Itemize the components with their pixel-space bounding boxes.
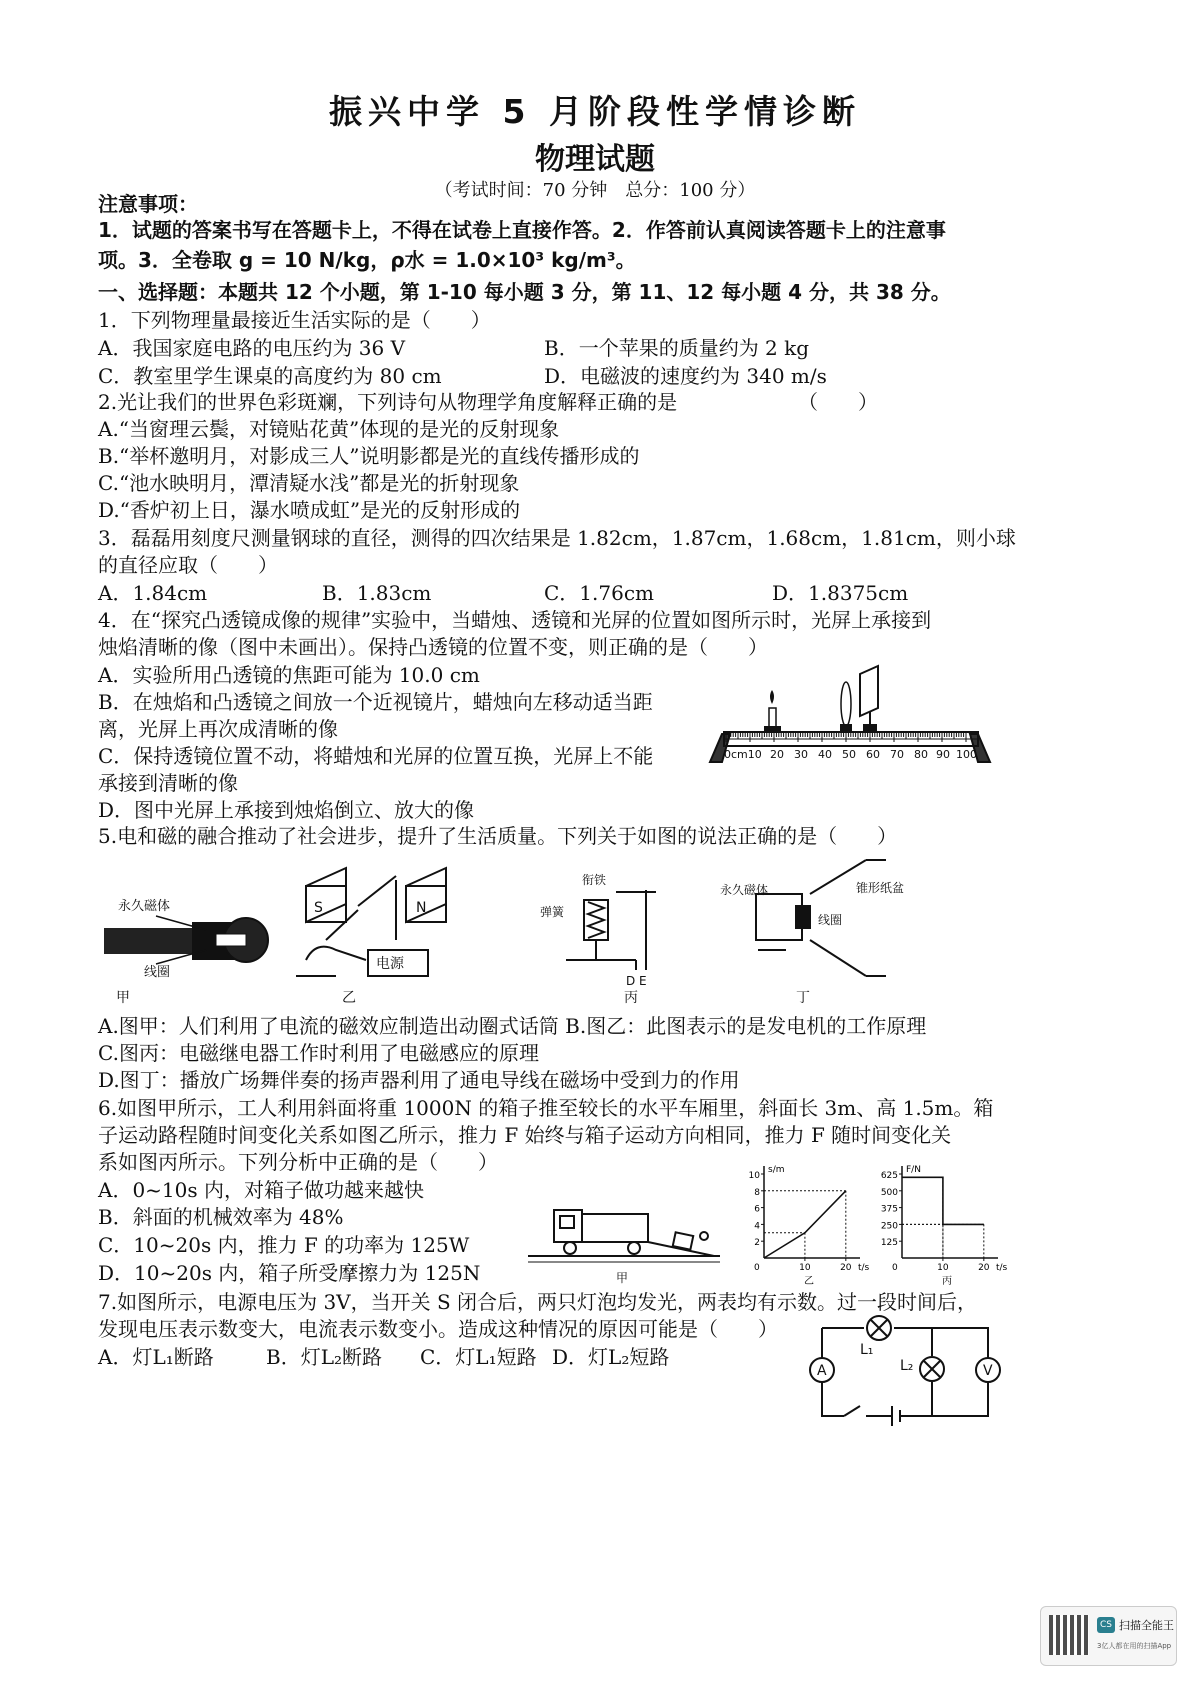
y-tick-label: 250: [880, 1221, 898, 1232]
q1-option-b: B．一个苹果的质量约为 2 kg: [544, 336, 810, 360]
ruler-label-30: 30: [794, 748, 808, 761]
q7-option-c: C．灯L₁短路: [420, 1345, 537, 1369]
y-tick-label: 375: [880, 1204, 898, 1215]
exam-title: 振兴中学 5 月阶段性学情诊断: [329, 92, 861, 131]
q5-option-ab: A.图甲：人们利用了电流的磁效应制造出动圈式话筒 B.图乙：此图表示的是发电机的工作原理: [98, 1014, 927, 1038]
label-N: N: [416, 900, 427, 916]
q7-line-1: 7.如图所示，电源电压为 3V，当开关 S 闭合后，两只灯泡均发光，两表均有示数。过一段时间后，: [98, 1290, 978, 1314]
q4-option-a: A．实验所用凸透镜的焦距可能为 10.0 cm: [98, 663, 480, 687]
q1-stem: 1．下列物理量最接近生活实际的是（ ）: [98, 308, 491, 332]
q2-option-b: B.“举杯邀明月，对影成三人”说明影都是光的直线传播形成的: [98, 444, 640, 468]
y-axis-label: F/N: [906, 1165, 921, 1175]
chart-caption: 丙: [942, 1276, 952, 1287]
label-armature: 衔铁: [582, 873, 607, 887]
label-DE: D E: [626, 974, 647, 988]
optical-bench-figure: [700, 660, 1000, 772]
y-tick-label: 8: [754, 1187, 760, 1198]
ruler-label-40: 40: [818, 748, 832, 761]
ruler-label-0: 0cm10: [724, 748, 762, 761]
y-tick-label: 10: [748, 1171, 760, 1181]
label-fig-jia: 甲: [616, 1271, 629, 1285]
q3-line-1: 3．磊磊用刻度尺测量钢球的直径，测得的四次结果是 1.82cm，1.87cm，1.68cm，1.81cm，则小球: [98, 526, 1016, 550]
cs-logo-icon: CS: [1097, 1617, 1115, 1633]
ruler-label-70: 70: [890, 748, 904, 761]
ruler-label-80: 80: [914, 748, 928, 761]
q3-option-b: B．1.83cm: [322, 581, 432, 605]
generator-figure: [296, 868, 446, 976]
x-tick-label: 20: [840, 1263, 852, 1273]
force-time-chart: [872, 1158, 1012, 1288]
q5-option-d: D.图丁：播放广场舞伴奏的扬声器利用了通电导线在磁场中受到力的作用: [98, 1068, 740, 1092]
series-line: [764, 1191, 846, 1258]
label-jia: 甲: [116, 990, 130, 1006]
qr-code-icon: [1049, 1615, 1089, 1655]
q4-option-b-1: B．在烛焰和凸透镜之间放一个近视镜片，蜡烛向左移动适当距: [98, 690, 653, 714]
q2-option-c: C.“池水映明月，潭清疑水浅”都是光的折射现象: [98, 471, 520, 495]
candle-icon: [764, 690, 781, 732]
origin-label: 0: [892, 1263, 898, 1273]
y-tick-label: 6: [754, 1204, 760, 1215]
q5-option-c: C.图丙：电磁继电器工作时利用了电磁感应的原理: [98, 1041, 539, 1065]
label-cone: 锥形纸盆: [856, 881, 905, 895]
relay-figure: [566, 890, 656, 970]
ruler-label-90: 90: [936, 748, 950, 761]
q6-line-2: 子运动路程随时间变化关系如图乙所示，推力 F 始终与箱子运动方向相同，推力 F 随时间变化关: [98, 1123, 952, 1147]
scanner-watermark: [1040, 1606, 1177, 1666]
label-bing: 丙: [624, 990, 638, 1006]
ruler-label-20: 20: [770, 748, 784, 761]
ruler-label-60: 60: [866, 748, 880, 761]
notice-line-1: 1．试题的答案书写在答题卡上，不得在试卷上直接作答。2．作答前认真阅读答题卡上的注意事: [98, 218, 946, 242]
label-power: 电源: [376, 956, 404, 972]
series-line: [902, 1177, 984, 1224]
q6-option-a: A．0~10s 内，对箱子做功越来越快: [98, 1178, 424, 1202]
screen-icon: [860, 666, 878, 732]
q2-stem: 2.光让我们的世界色彩斑斓，下列诗句从物理学角度解释正确的是: [98, 390, 678, 414]
x-tick-label: 10: [937, 1263, 949, 1273]
notice-line-2: 项。3．全卷取 g = 10 N/kg，ρ水 = 1.0×10³ kg/m³。: [98, 248, 636, 272]
q1-option-d: D．电磁波的速度约为 340 m/s: [544, 364, 827, 388]
y-tick-label: 2: [754, 1238, 760, 1249]
q3-line-2: 的直径应取（ ）: [98, 553, 278, 577]
section-heading: 一、选择题：本题共 12 个小题，第 1-10 每小题 3 分，第 11、12 每小题 4 分，共 38 分。: [98, 280, 951, 304]
q4-option-c-1: C．保持透镜位置不动，将蜡烛和光屏的位置互换，光屏上不能: [98, 744, 654, 768]
scanner-sub: 3亿人都在用的扫描App: [1097, 1642, 1172, 1650]
q4-line-1: 4．在“探究凸透镜成像的规律”实验中，当蜡烛、透镜和光屏的位置如图所示时，光屏上承接到: [98, 608, 932, 632]
lens-icon: [840, 682, 852, 732]
label-coil2: 线圈: [818, 913, 843, 927]
q7-option-b: B．灯L₂断路: [266, 1345, 382, 1369]
q5-figures: [96, 850, 996, 1010]
q2-option-d: D.“香炉初上日，瀑水喷成虹”是光的反射形成的: [98, 498, 521, 522]
notice-heading: 注意事项：: [98, 192, 198, 216]
origin-label: 0: [754, 1263, 760, 1273]
y-tick-label: 4: [754, 1221, 760, 1232]
label-yi: 乙: [342, 990, 356, 1006]
q7-option-d: D．灯L₂短路: [552, 1345, 670, 1369]
y-tick-label: 500: [880, 1187, 898, 1198]
scanner-name: 扫描全能王: [1119, 1619, 1174, 1632]
q1-option-a: A．我国家庭电路的电压约为 36 V: [98, 336, 406, 360]
q6-line-1: 6.如图甲所示，工人利用斜面将重 1000N 的箱子推至较长的水平车厢里，斜面长 3m、高 1.5m。箱: [98, 1096, 994, 1120]
q6-option-d: D．10~20s 内，箱子所受摩擦力为 125N: [98, 1261, 481, 1285]
q4-option-d: D．图中光屏上承接到烛焰倒立、放大的像: [98, 798, 475, 822]
voltmeter-label: V: [983, 1363, 993, 1379]
q3-option-a: A．1.84cm: [98, 581, 208, 605]
exam-subtitle: 物理试题: [535, 142, 655, 177]
label-S: S: [314, 900, 323, 916]
q5-stem: 5.电和磁的融合推动了社会进步，提升了生活质量。下列关于如图的说法正确的是（ ）: [98, 824, 898, 848]
q4-option-c-2: 承接到清晰的像: [98, 771, 238, 795]
q6-line-3: 系如图丙所示。下列分析中正确的是（ ）: [98, 1150, 498, 1174]
microphone-figure: [104, 916, 268, 964]
chart-caption: 乙: [804, 1276, 814, 1287]
q2-paren: （ ）: [798, 390, 878, 414]
ruler-label-100: 100: [956, 748, 977, 761]
label-L2: L₂: [900, 1358, 914, 1374]
label-L1: L₁: [860, 1342, 874, 1358]
ruler-label-50: 50: [842, 748, 856, 761]
q6-option-c: C．10~20s 内，推力 F 的功率为 125W: [98, 1233, 470, 1257]
x-axis-label: t/s: [858, 1263, 870, 1273]
q7-option-a: A．灯L₁断路: [98, 1345, 214, 1369]
label-magnet: 永久磁体: [118, 899, 171, 914]
q7-line-2: 发现电压表示数变大，电流表示数变小。造成这种情况的原因可能是（ ）: [98, 1317, 778, 1341]
q2-option-a: A.“当窗理云鬓，对镜贴花黄”体现的是光的反射现象: [98, 417, 560, 441]
x-tick-label: 10: [799, 1263, 811, 1273]
q3-option-c: C．1.76cm: [544, 581, 654, 605]
q4-line-2: 烛焰清晰的像（图中未画出）。保持凸透镜的位置不变，则正确的是（ ）: [98, 635, 768, 659]
q4-option-b-2: 离，光屏上再次成清晰的像: [98, 717, 338, 741]
truck-slope-figure: [524, 1194, 724, 1286]
q6-option-b: B．斜面的机械效率为 48%: [98, 1205, 344, 1229]
label-ding: 丁: [796, 990, 810, 1006]
y-axis-label: s/m: [768, 1165, 785, 1175]
q1-option-c: C．教室里学生课桌的高度约为 80 cm: [98, 364, 442, 388]
label-spring: 弹簧: [540, 905, 565, 919]
circuit-figure: [800, 1310, 1010, 1432]
exam-meta: （考试时间：70 分钟 总分：100 分）: [434, 180, 756, 201]
distance-time-chart: [734, 1158, 874, 1288]
y-tick-label: 625: [880, 1171, 898, 1181]
y-tick-label: 125: [880, 1238, 898, 1249]
q3-option-d: D．1.8375cm: [772, 581, 909, 605]
x-axis-label: t/s: [996, 1263, 1008, 1273]
ammeter-label: A: [817, 1363, 827, 1379]
x-tick-label: 20: [978, 1263, 990, 1273]
label-magnet2: 永久磁体: [720, 883, 769, 897]
label-coil: 线圈: [144, 965, 171, 980]
